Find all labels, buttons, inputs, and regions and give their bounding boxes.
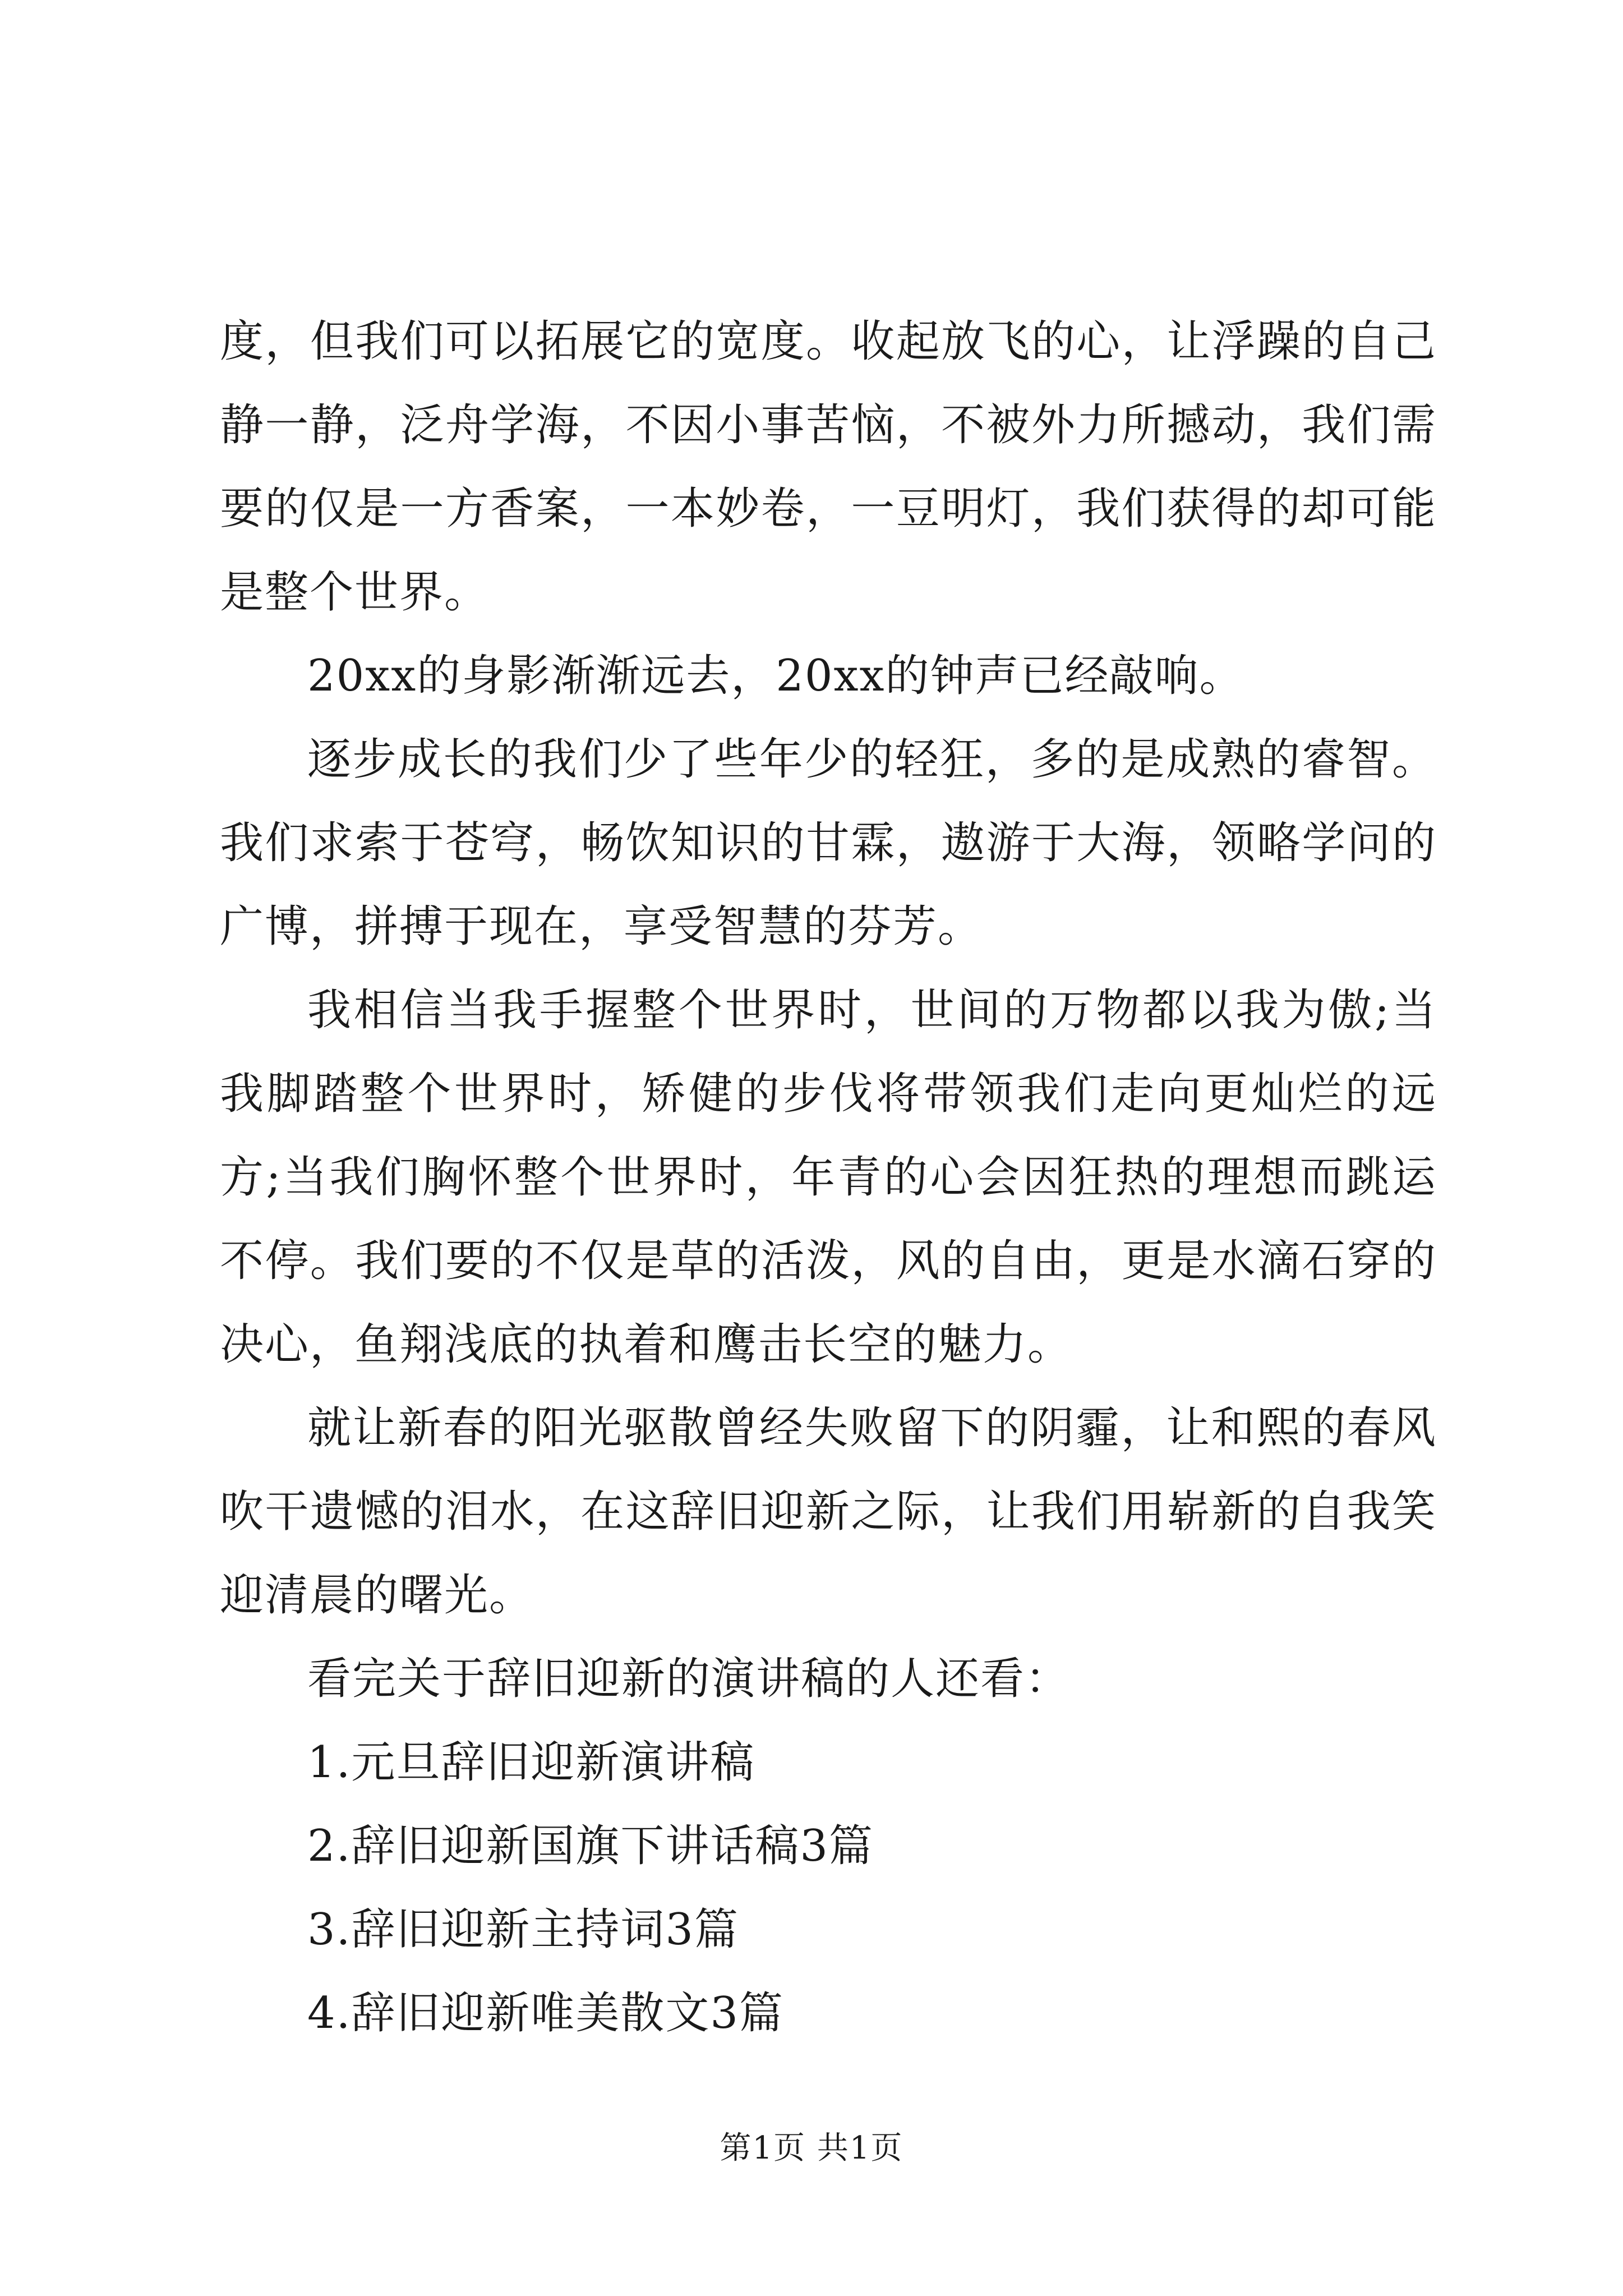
related-item-3[interactable]: 3.辞旧迎新主持词3篇: [307, 1904, 740, 1955]
related-item-1[interactable]: 1.元旦辞旧迎新演讲稿: [307, 1737, 755, 1788]
related-heading: 看完关于辞旧迎新的演讲稿的人还看：: [307, 1654, 1071, 1704]
document-body: [220, 300, 1437, 2055]
paragraph-3: 逐步成长的我们少了些年少的轻狂，多的是成熟的睿智。我们求索于苍穹，畅饮知识的甘霖，遨游于大海，领略学问的广博，拼搏于现在，享受智慧的芬芳。: [220, 734, 1437, 952]
paragraph-1: 度，但我们可以拓展它的宽度。收起放飞的心，让浮躁的自己静一静，泛舟学海，不因小事苦恼，不被外力所撼动，我们需要的仅是一方香案，一本妙卷，一豆明灯，我们获得的却可能是整个世界。: [220, 316, 1437, 618]
paragraph-4: 我相信当我手握整个世界时，世间的万物都以我为傲;当我脚踏整个世界时，矫健的步伐将带领我们走向更灿烂的远方;当我们胸怀整个世界时，年青的心会因狂热的理想而跳运不停。我们要的不仅是草的活泼，风的自由，更是水滴石穿的决心，鱼翔浅底的执着和鹰击长空的魅力。: [220, 985, 1437, 1370]
related-item-2[interactable]: 2.辞旧迎新国旗下讲话稿3篇: [307, 1821, 874, 1871]
paragraph-2: 20xx的身影渐渐远去，20xx的钟声已经敲响。: [307, 651, 1244, 701]
related-item-4[interactable]: 4.辞旧迎新唯美散文3篇: [307, 1988, 785, 2039]
paragraph-5: 就让新春的阳光驱散曾经失败留下的阴霾，让和熙的春风吹干遗憾的泪水，在这辞旧迎新之际，让我们用崭新的自我笑迎清晨的曙光。: [220, 1403, 1437, 1621]
page-number-footer: 第1页 共1页: [720, 2130, 903, 2166]
